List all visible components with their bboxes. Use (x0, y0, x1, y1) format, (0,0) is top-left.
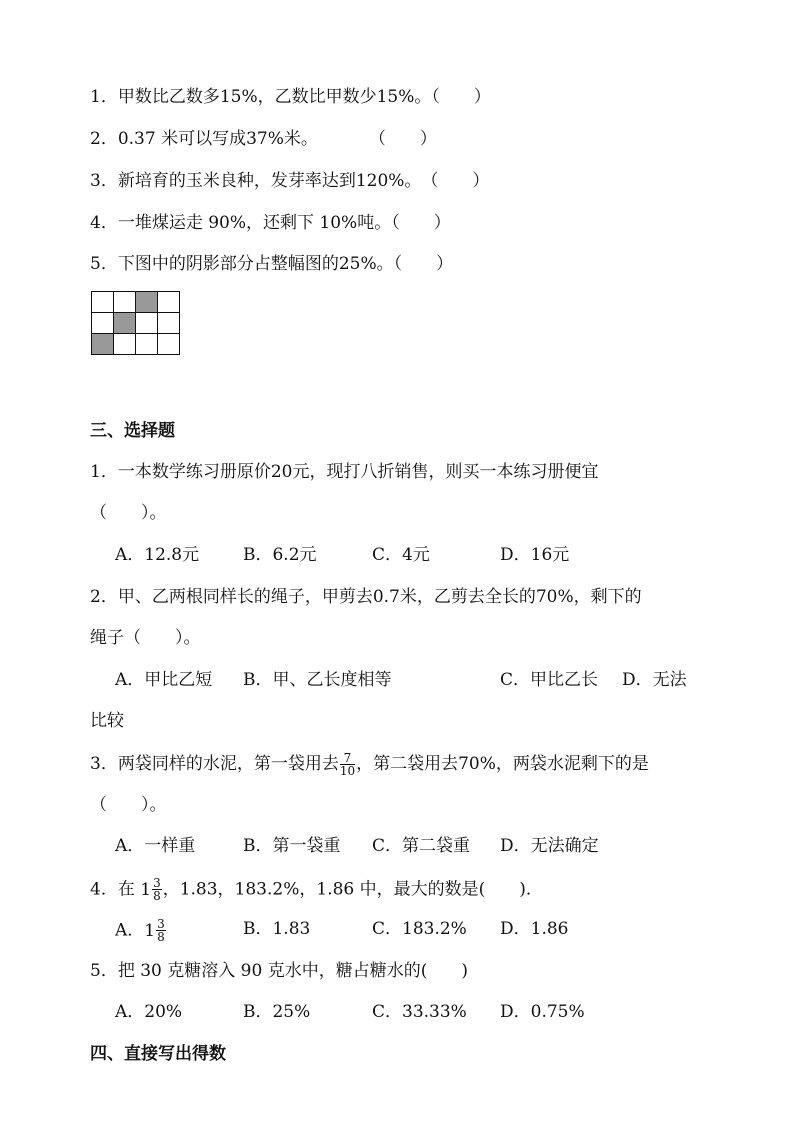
grid-cell (114, 292, 136, 313)
mixed-number (144, 918, 166, 943)
grid-cell (158, 313, 180, 334)
grid-cell-shaded (136, 292, 158, 313)
grid-cell (136, 334, 158, 355)
choice-q2-option-b: B．甲、乙长度相等 (243, 670, 392, 690)
fraction-seven-tenths (340, 752, 355, 777)
choice-q3-line2: （ ）。 (90, 795, 167, 815)
judge-question-5: 5．下图中的阴影部分占整幅图的25%。（ ） (90, 254, 454, 274)
grid-cell-shaded (92, 334, 114, 355)
choice-q5-option-c: C．33.33% (372, 1002, 467, 1022)
judge-question-4: 4．一堆煤运走 90%，还剩下 10%吨。（ ） (90, 213, 451, 233)
mixed-number-fraction (152, 877, 162, 902)
choice-q4-option-a (115, 918, 167, 943)
grid-row (92, 313, 180, 334)
choice-q3-text-pre: 3．两袋同样的水泥，第一袋用去 (90, 754, 339, 774)
shaded-grid-figure (91, 291, 180, 355)
choice-q3-option-b: B．第一袋重 (243, 836, 341, 856)
choice-q5-line: 5．把 30 克糖溶入 90 克水中，糖占糖水的( ) (90, 961, 468, 981)
choice-q2-option-c: C．甲比乙长 (500, 670, 599, 690)
choice-q2-option-d: D．无法 (622, 670, 687, 690)
grid-cell (158, 334, 180, 355)
choice-q1-option-c: C．4元 (372, 545, 430, 565)
choice-q1-option-b: B．6.2元 (243, 545, 317, 565)
choice-q1-line1: 1．一本数学练习册原价20元，现打八折销售，则买一本练习册便宜 (90, 462, 599, 482)
choice-q4-text-pre: 4．在 (90, 879, 141, 900)
mixed-number-fraction (156, 918, 166, 943)
grid-cell (92, 313, 114, 334)
mixed-number-whole: 1 (140, 879, 152, 900)
judge-question-3: 3．新培育的玉米良种，发芽率达到120%。 （ ） (90, 171, 490, 191)
grid-cell (92, 292, 114, 313)
choice-q2-line3: 比较 (90, 711, 124, 731)
grid-cell (114, 334, 136, 355)
choice-q4-option-d: D．1.86 (500, 919, 569, 939)
grid-cell-shaded (114, 313, 136, 334)
choice-q5-option-b: B．25% (243, 1002, 311, 1022)
fraction-denominator: 8 (153, 889, 161, 903)
fraction-numerator: 7 (340, 752, 355, 765)
fraction-denominator: 10 (339, 764, 356, 778)
choice-q4-text-post: ，1.83，183.2%，1.86 中，最大的数是( )． (162, 879, 543, 900)
choice-q4-line (90, 877, 543, 902)
choice-q5-option-a: A．20% (115, 1002, 183, 1022)
mixed-number (140, 877, 162, 902)
fraction-denominator: 8 (157, 930, 165, 944)
choice-q3-option-d: D．无法确定 (500, 836, 599, 856)
fraction-numerator: 3 (153, 876, 161, 890)
grid-row (92, 292, 180, 313)
choice-q3-text-post: ，第二袋用去70%，两袋水泥剩下的是 (356, 754, 649, 774)
choice-q1-option-d: D．16元 (500, 545, 570, 565)
grid-cell (158, 292, 180, 313)
choice-q2-line1: 2．甲、乙两根同样长的绳子，甲剪去0.7米，乙剪去全长的70%，剩下的 (90, 587, 642, 607)
choice-q3-option-c: C．第二袋重 (372, 836, 471, 856)
section-heading-direct-results: 四、直接写出得数 (90, 1044, 226, 1064)
judge-question-2: 2．0.37 米可以写成37%米。 （ ） (90, 129, 437, 149)
choice-q1-line2: （ ）。 (90, 503, 167, 523)
option-label: A． (115, 920, 145, 941)
choice-q3-line1 (90, 752, 649, 777)
choice-q2-line2: 绳子（ ）。 (90, 628, 201, 648)
section-heading-choice: 三、选择题 (90, 421, 175, 441)
choice-q5-option-d: D．0.75% (500, 1002, 585, 1022)
choice-q4-option-b: B．1.83 (243, 919, 311, 939)
choice-q3-option-a: A．一样重 (115, 836, 196, 856)
grid-cell (136, 313, 158, 334)
choice-q1-option-a: A．12.8元 (115, 545, 200, 565)
grid-row (92, 334, 180, 355)
mixed-number-whole: 1 (144, 920, 156, 941)
choice-q4-option-c: C．183.2% (372, 919, 467, 939)
fraction-numerator: 3 (157, 917, 165, 931)
judge-question-1: 1．甲数比乙数多15%，乙数比甲数少15%。（ ） (90, 87, 491, 107)
choice-q2-option-a: A．甲比乙短 (115, 670, 213, 690)
